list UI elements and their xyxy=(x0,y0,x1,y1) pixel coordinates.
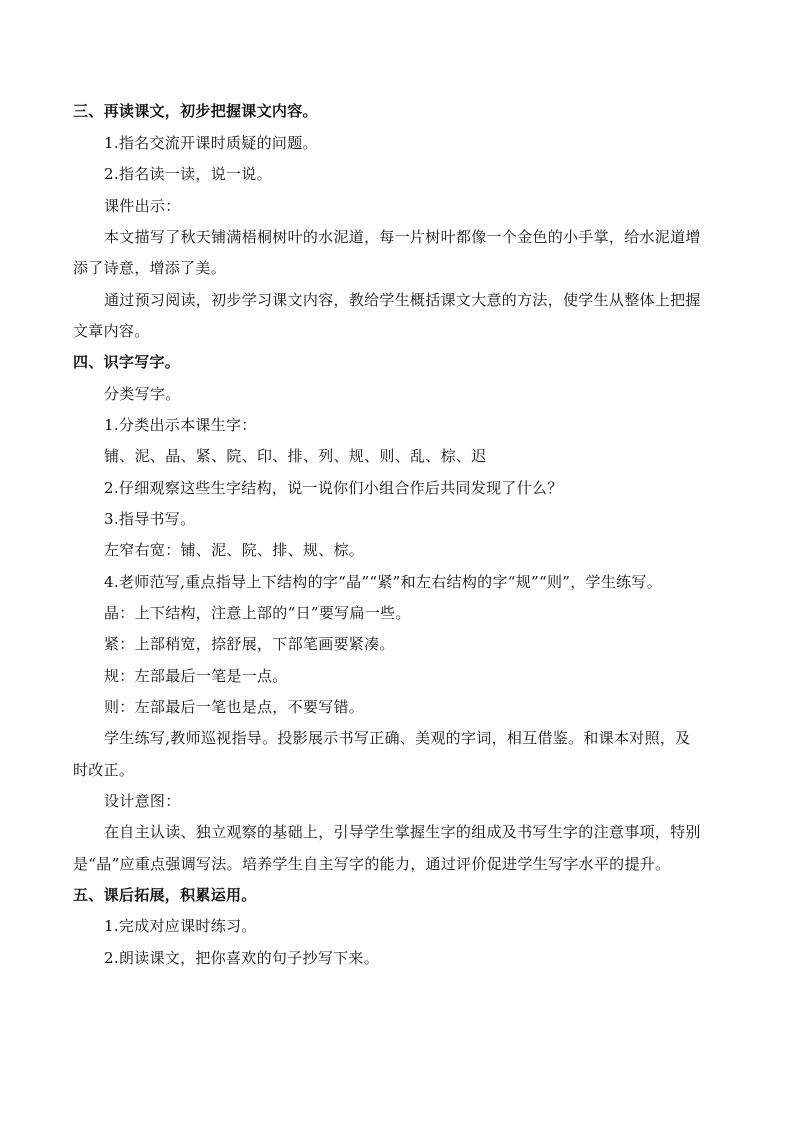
paragraph-line: 设计意图： xyxy=(104,792,181,810)
paragraph-line: 2.指名读一读，说一说。 xyxy=(104,165,272,183)
paragraph-line: 规：左部最后一笔是一点。 xyxy=(104,667,288,685)
paragraph-line: 铺、泥、晶、紧、院、印、排、列、规、则、乱、棕、迟 xyxy=(104,447,487,465)
paragraph-line: 时改正。 xyxy=(73,761,135,779)
paragraph-line: 在自主认读、独立观察的基础上，引导学生掌握生字的组成及书写生字的注意事项，特别 xyxy=(104,823,701,841)
paragraph-line: 分类写字。 xyxy=(104,385,181,403)
paragraph-line: 本文描写了秋天铺满梧桐树叶的水泥道，每一片树叶都像一个金色的小手掌，给水泥道增 xyxy=(104,228,701,246)
paragraph-line: 1.分类出示本课生字： xyxy=(104,416,257,434)
paragraph-line: 4.老师范写,重点指导上下结构的字“晶”“紧”和左右结构的字“规”“则”，学生练写。 xyxy=(104,573,663,591)
paragraph-line: 则：左部最后一笔也是点，不要写错。 xyxy=(104,698,365,716)
paragraph-line: 紧：上部稍宽，捺舒展，下部笔画要紧凑。 xyxy=(104,635,395,653)
paragraph-line: 2.仔细观察这些生字结构，说一说你们小组合作后共同发现了什么？ xyxy=(104,479,563,497)
paragraph-line: 添了诗意，增添了美。 xyxy=(73,259,227,277)
paragraph-line: 课件出示： xyxy=(104,197,181,215)
paragraph-line: 通过预习阅读，初步学习课文内容，教给学生概括课文大意的方法，使学生从整体上把握 xyxy=(104,291,701,309)
paragraph-line: 文章内容。 xyxy=(73,322,150,340)
paragraph-line: 是“晶”应重点强调写法。培养学生自主写字的能力，通过评价促进学生写字水平的提升。 xyxy=(73,855,671,873)
paragraph-line: 学生练写,教师巡视指导。投影展示书写正确、美观的字词，相互借鉴。和课本对照，及 xyxy=(104,729,691,747)
paragraph-line: 1.指名交流开课时质疑的问题。 xyxy=(104,134,318,152)
paragraph-line: 晶：上下结构，注意上部的“日”要写扁一些。 xyxy=(104,604,411,622)
section-heading-5: 五、课后拓展，积累运用。 xyxy=(73,886,257,904)
paragraph-line: 左窄右宽：铺、泥、院、排、规、棕。 xyxy=(104,541,365,559)
paragraph-line: 2.朗读课文，把你喜欢的句子抄写下来。 xyxy=(104,949,380,967)
section-heading-3: 三、再读课文，初步把握课文内容。 xyxy=(73,102,318,120)
paragraph-line: 3.指导书写。 xyxy=(104,510,196,528)
section-heading-4: 四、识字写字。 xyxy=(73,353,181,371)
paragraph-line: 1.完成对应课时练习。 xyxy=(104,917,257,935)
